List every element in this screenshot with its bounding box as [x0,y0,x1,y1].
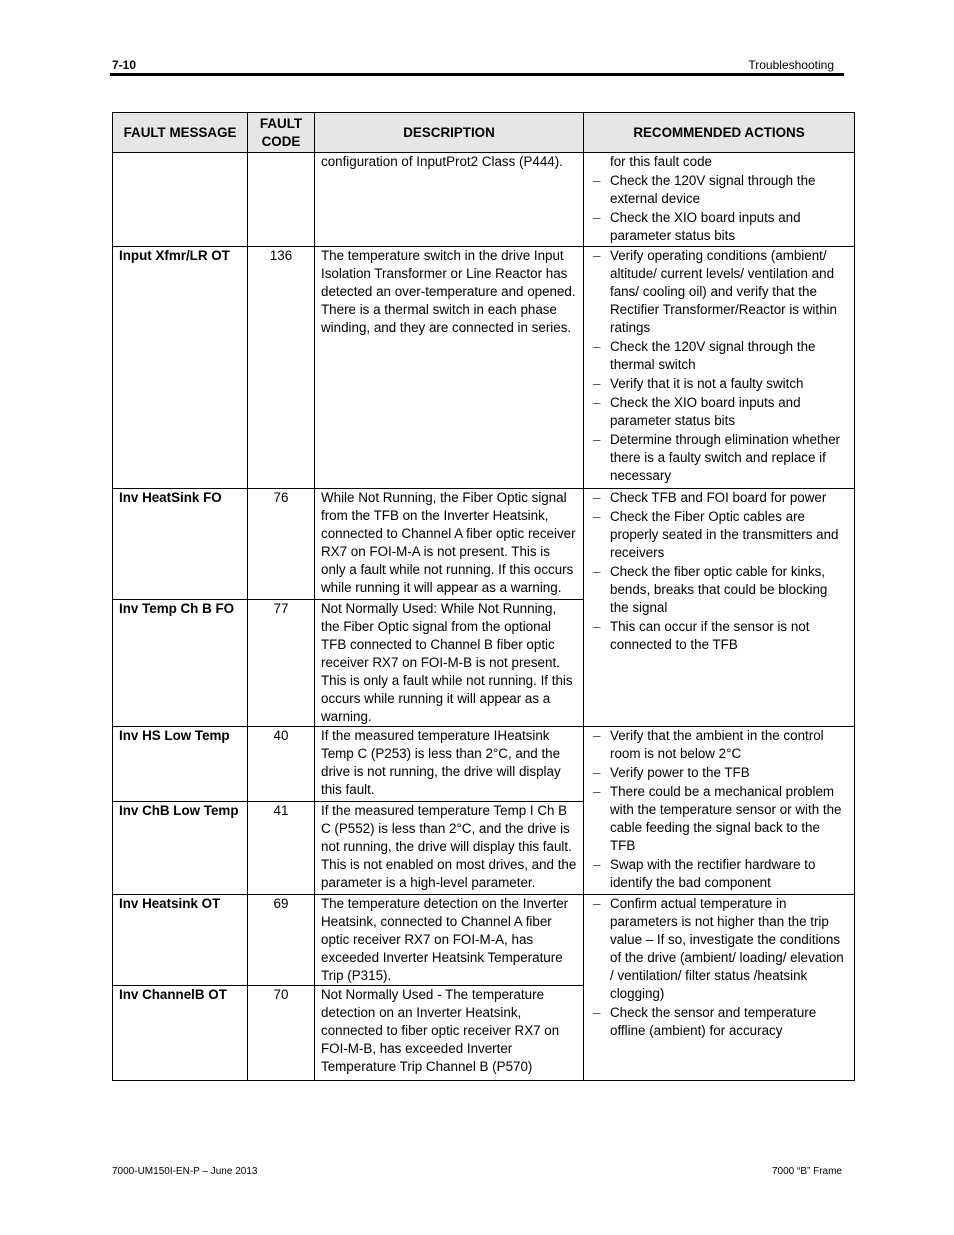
action-item: – Check the fiber optic cable for kinks, bends, breaks that could be blocking the signal [590,563,848,617]
fault-code-cell [248,153,315,247]
action-item: – This can occur if the sensor is not connected to the TFB [590,618,848,654]
fault-message-cell: Inv ChB Low Temp [113,802,248,895]
action-item: – Check TFB and FOI board for power [590,489,848,507]
action-item: for this fault code [610,154,712,169]
fault-message-cell [113,153,248,247]
action-item: – Verify that the ambient in the control room is not below 2°C [590,727,848,763]
fault-message-cell: Inv Heatsink OT [113,895,248,986]
table-header-row [113,113,855,153]
fault-code-cell: 40 [248,727,315,802]
description-cell: Not Normally Used: While Not Running, the Fiber Optic signal from the optional TFB connected to Channel B fiber optic receiver RX7 on FOI-M-B is not present. This is only a fault while not running. If this occurs while running it will appear as a warning. [315,600,584,727]
fault-message-cell: Input Xfmr/LR OT [113,247,248,489]
section-title: Troubleshooting [748,58,834,72]
action-item: – Check the sensor and temperature offline (ambient) for accuracy [590,1004,848,1040]
description-cell: While Not Running, the Fiber Optic signal from the TFB on the Inverter Heatsink, connected to Channel A fiber optic receiver RX7 on FOI-M-A is not present. This is only a fault while not running. If this occurs while running it will appear as a warning. [315,489,584,600]
description-cell: The temperature switch in the drive Input Isolation Transformer or Line Reactor has detected an over-temperature and opened. There is a thermal switch in each phase winding, and they are connected in series. [315,247,584,489]
header-rule [110,73,844,76]
column-header-description [315,113,584,153]
actions-cell [584,489,855,727]
actions-cell [584,153,855,247]
page-number: 7-10 [112,58,137,72]
fault-message-cell: Inv HeatSink FO [113,489,248,600]
footer-publication-id: 7000-UM150I-EN-P – June 2013 [112,1166,258,1177]
actions-cell [584,727,855,895]
fault-code-cell: 136 [248,247,315,489]
action-item: – Check the 120V signal through the external device [590,172,848,208]
actions-cell [584,247,855,489]
column-header-label: RECOMMENDED ACTIONS [633,124,805,140]
action-item: – Check the XIO board inputs and parameter status bits [590,394,848,430]
action-item: – There could be a mechanical problem with the temperature sensor or with the cable feeding the signal back to the TFB [590,783,848,855]
table-row [113,727,855,802]
fault-table [112,112,855,1081]
action-item: – Check the XIO board inputs and parameter status bits [590,209,848,245]
column-header-fault-message [113,113,248,153]
column-header-label: DESCRIPTION [403,124,495,140]
fault-code-cell: 41 [248,802,315,895]
description-cell: If the measured temperature Temp I Ch B C (P552) is less than 2°C, and the drive is not running, the drive will display this fault. This is not enabled on most drives, and the parameter is a high-level parameter. [315,802,584,895]
fault-message-cell: Inv Temp Ch B FO [113,600,248,727]
action-item: – Verify that it is not a faulty switch [590,375,848,393]
description-cell: Not Normally Used - The temperature detection on an Inverter Heatsink, connected to fiber optic receiver RX7 on FOI-M-B, has exceeded Inverter Temperature Trip Channel B (P570) [315,986,584,1081]
fault-code-cell: 69 [248,895,315,986]
actions-cell [584,895,855,1081]
fault-message-cell: Inv HS Low Temp [113,727,248,802]
action-item: – Check the 120V signal through the thermal switch [590,338,848,374]
table-row [113,489,855,600]
description-cell: The temperature detection on the Inverter Heatsink, connected to Channel A fiber optic receiver RX7 on FOI-M-A, has exceeded Inverter Heatsink Temperature Trip (P315). [315,895,584,986]
fault-code-cell: 77 [248,600,315,727]
column-header-fault-code [248,113,315,153]
table-row-continuation [113,153,855,247]
table-row [113,895,855,986]
fault-code-cell: 70 [248,986,315,1081]
description-cell: configuration of InputProt2 Class (P444). [315,153,584,247]
fault-message-cell: Inv ChannelB OT [113,986,248,1081]
action-item: – Determine through elimination whether there is a faulty switch and replace if necessary [590,431,848,485]
column-header-label: FAULT MESSAGE [123,124,237,140]
action-item: – Confirm actual temperature in parameters is not higher than the trip value – If so, investigate the conditions of the drive (ambient/ loading/ elevation / ventilation/ filter status /heatsink clogging) [590,895,848,1003]
column-header-recommended-actions [584,113,855,153]
fault-code-cell: 76 [248,489,315,600]
action-item: – Verify power to the TFB [590,764,848,782]
action-item: – Verify operating conditions (ambient/ altitude/ current levels/ ventilation and fans/ cooling oil) and verify that the Rectifier Transformer/Reactor is within ratings [590,247,848,337]
action-item: – Swap with the rectifier hardware to identify the bad component [590,856,848,892]
action-item: – Check the Fiber Optic cables are properly seated in the transmitters and receivers [590,508,848,562]
table-row [113,247,855,489]
column-header-label: FAULT CODE [259,115,303,149]
footer-product-name: 7000 “B” Frame [771,1166,842,1177]
description-cell: If the measured temperature IHeatsink Temp C (P253) is less than 2°C, and the drive is not running, the drive will display this fault. [315,727,584,802]
